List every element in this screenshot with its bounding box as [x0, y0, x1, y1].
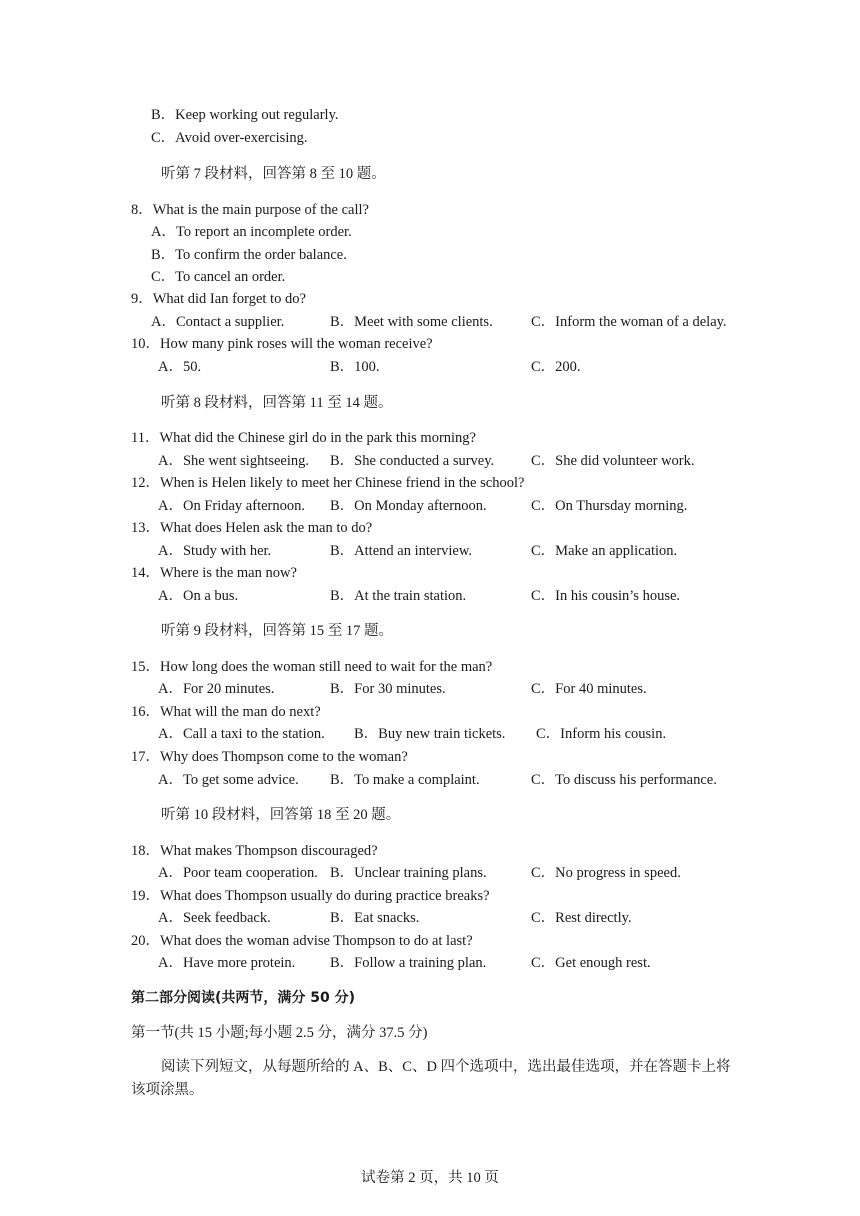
part2-heading: 第二部分阅读(共两节，满分 50 分) [131, 990, 356, 1006]
q10-option-c: C．200. [531, 359, 581, 375]
q19-option-b: B．Eat snacks. [330, 910, 420, 926]
q18-option-c: C．No progress in speed. [531, 865, 681, 881]
q13-option-b: B．Attend an interview. [330, 543, 473, 559]
q15-option-a: A．For 20 minutes. [158, 681, 275, 697]
q9-option-a: A．Contact a supplier. [151, 314, 285, 330]
q12-option-a: A．On Friday afternoon. [158, 498, 305, 514]
q17-option-b: B．To make a complaint. [330, 772, 480, 788]
q9-option-b: B．Meet with some clients. [330, 314, 493, 330]
q19-option-c: C．Rest directly. [531, 910, 632, 926]
q15-option-c: C．For 40 minutes. [531, 681, 647, 697]
q20-option-a: A．Have more protein. [158, 955, 296, 971]
q11-option-b: B．She conducted a survey. [330, 453, 495, 469]
section-7-instruction: 听第 7 段材料，回答第 8 至 10 题。 [161, 166, 386, 182]
q8-option-a: A．To report an incomplete order. [151, 224, 352, 240]
q16-stem: 16．What will the man do next? [131, 704, 321, 720]
part2-instruction: 阅读下列短文，从每题所给的 A、B、C、D 四个选项中，选出最佳选项，并在答题卡上将该项涂黑。 [131, 1059, 731, 1098]
q17-stem: 17．Why does Thompson come to the woman? [131, 749, 408, 765]
q16-option-a: A．Call a taxi to the station. [158, 726, 325, 742]
q8-option-c: C．To cancel an order. [151, 269, 286, 285]
q19-stem: 19．What does Thompson usually do during practice breaks? [131, 888, 490, 904]
q17-option-a: A．To get some advice. [158, 772, 299, 788]
q19-option-a: A．Seek feedback. [158, 910, 271, 926]
q16-option-b: B．Buy new train tickets. [354, 726, 506, 742]
q14-option-a: A．On a bus. [158, 588, 239, 604]
q7-option-c: C．Avoid over-exercising. [151, 130, 308, 146]
q15-option-b: B．For 30 minutes. [330, 681, 446, 697]
q11-option-a: A．She went sightseeing. [158, 453, 310, 469]
q18-option-b: B．Unclear training plans. [330, 865, 487, 881]
q12-stem: 12．When is Helen likely to meet her Chinese friend in the school? [131, 475, 525, 491]
q10-option-b: B．100. [330, 359, 380, 375]
q18-stem: 18．What makes Thompson discouraged? [131, 843, 378, 859]
section-10-instruction: 听第 10 段材料，回答第 18 至 20 题。 [161, 807, 401, 823]
q13-stem: 13．What does Helen ask the man to do? [131, 520, 373, 536]
q10-stem: 10．How many pink roses will the woman receive? [131, 336, 433, 352]
q16-option-c: C．Inform his cousin. [536, 726, 667, 742]
q13-option-c: C．Make an application. [531, 543, 678, 559]
q9-option-c: C．Inform the woman of a delay. [531, 314, 727, 330]
page-footer: 试卷第 2 页，共 10 页 [361, 1170, 499, 1186]
q8-option-b: B．To confirm the order balance. [151, 247, 347, 263]
q14-option-c: C．In his cousin’s house. [531, 588, 681, 604]
q20-stem: 20．What does the woman advise Thompson to do at last? [131, 933, 473, 949]
q17-option-c: C．To discuss his performance. [531, 772, 717, 788]
section-9-instruction: 听第 9 段材料，回答第 15 至 17 题。 [161, 623, 393, 639]
q7-option-b: B．Keep working out regularly. [151, 107, 339, 123]
q12-option-c: C．On Thursday morning. [531, 498, 688, 514]
section-8-instruction: 听第 8 段材料，回答第 11 至 14 题。 [161, 395, 393, 411]
q11-stem: 11．What did the Chinese girl do in the park this morning? [131, 430, 476, 446]
q11-option-c: C．She did volunteer work. [531, 453, 695, 469]
q14-stem: 14．Where is the man now? [131, 565, 297, 581]
q15-stem: 15．How long does the woman still need to wait for the man? [131, 659, 493, 675]
q8-stem: 8．What is the main purpose of the call? [131, 202, 369, 218]
q20-option-c: C．Get enough rest. [531, 955, 651, 971]
q12-option-b: B．On Monday afternoon. [330, 498, 487, 514]
q18-option-a: A．Poor team cooperation. [158, 865, 318, 881]
q14-option-b: B．At the train station. [330, 588, 467, 604]
q9-stem: 9．What did Ian forget to do? [131, 291, 306, 307]
q20-option-b: B．Follow a training plan. [330, 955, 487, 971]
part2-subheading: 第一节(共 15 小题;每小题 2.5 分，满分 37.5 分) [131, 1025, 428, 1041]
q13-option-a: A．Study with her. [158, 543, 272, 559]
q10-option-a: A．50. [158, 359, 202, 375]
